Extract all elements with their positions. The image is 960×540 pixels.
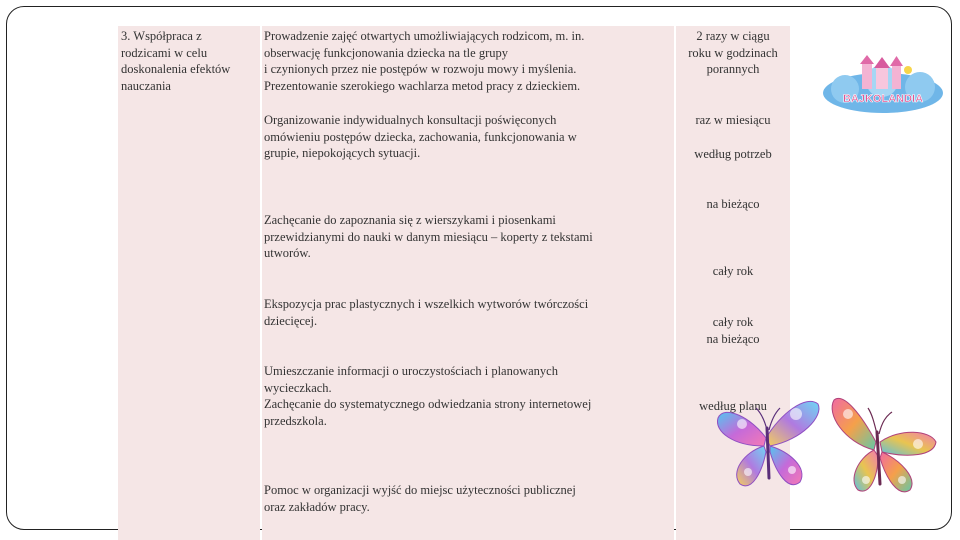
logo-text: BAJKOLANDIA — [842, 93, 924, 105]
castle-logo-icon — [820, 55, 946, 115]
column-area — [118, 26, 260, 540]
activity-item: Pomoc w organizacji wyjść do miejsc użyteczności publicznej oraz zakładów pracy. — [264, 483, 576, 514]
term-item: według planu — [699, 399, 767, 413]
term-item: cały rok na bieżąco — [706, 315, 760, 346]
column-activities — [262, 26, 674, 540]
section-title: 3. Współpraca z rodzicami w celu doskonalenia efektów nauczania — [121, 29, 231, 93]
plan-table — [118, 26, 792, 540]
butterfly-blue-icon — [714, 388, 826, 500]
activity-item: Prowadzenie zajęć otwartych umożliwiających rodzicom, m. in. obserwację funkcjonowania dziecka na tle grupy i czynionych przez nie postępów w rozwoju mowy i myślenia. Prezentowanie szerokiego wachlarza metod pracy z dzieckiem. — [264, 29, 585, 93]
activity-item: Ekspozycja prac plastycznych i wszelkich wytworów twórczości dziecięcej. — [264, 297, 589, 328]
activity-item: Zachęcanie do zapoznania się z wierszykami i piosenkami przewidzianymi do nauki w danym miesiącu – koperty z tekstami utworów. — [264, 213, 593, 260]
term-item: 2 razy w ciągu roku w godzinach porannych — [688, 29, 778, 76]
term-item: cały rok — [712, 264, 754, 278]
butterfly-pink-icon — [822, 386, 942, 504]
activity-item: Organizowanie indywidualnych konsultacji poświęconych omówieniu postępów dziecka, zachowania, funkcjonowania w grupie, niepokojących sytuacji. — [264, 113, 577, 160]
term-item: na bieżąco — [706, 197, 760, 211]
activity-item: Umieszczanie informacji o uroczystościach i planowanych wycieczkach. Zachęcanie do systematycznego odwiedzania strony internetowej przedszkola. — [264, 364, 592, 428]
term-item: raz w miesiącu — [695, 113, 771, 127]
term-item: według potrzeb — [694, 147, 772, 161]
